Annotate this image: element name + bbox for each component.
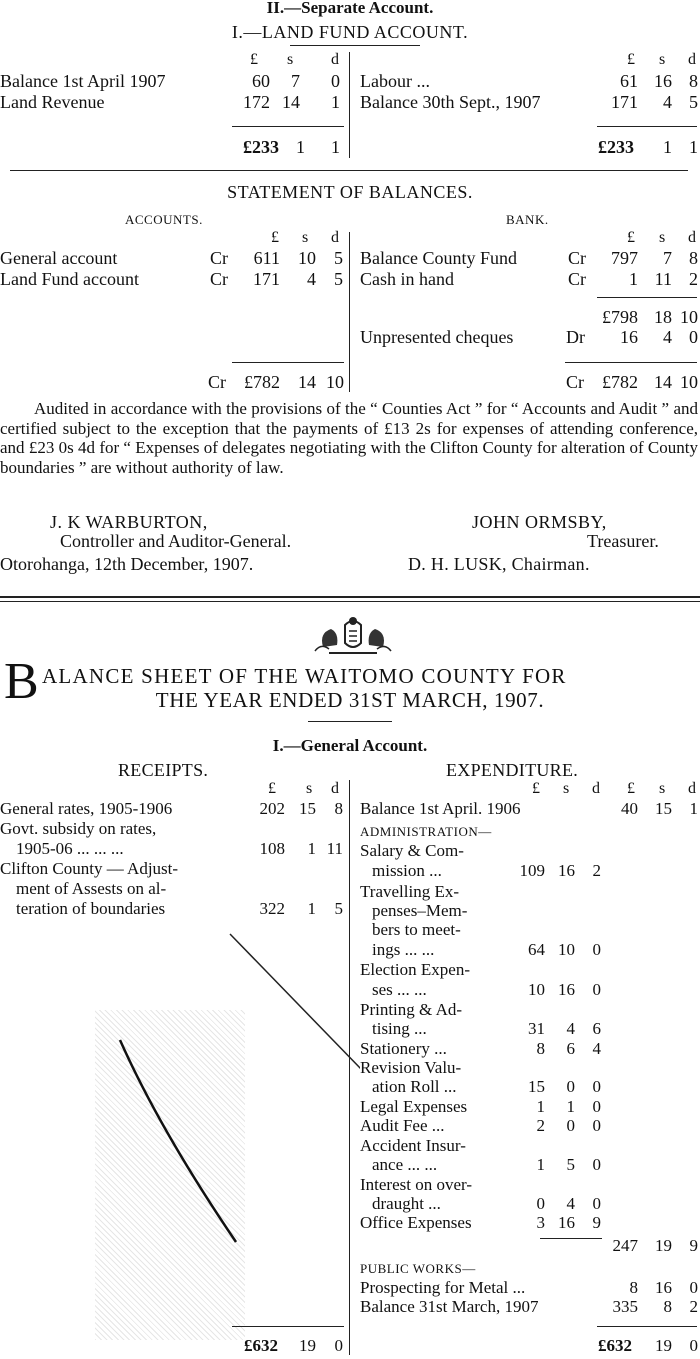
admin-item-label: penses–Mem-	[372, 901, 468, 920]
total-rule	[232, 362, 344, 363]
amount-s: 15	[655, 799, 672, 818]
amount-l: 1	[536, 1097, 545, 1116]
auditor-title: Controller and Auditor-General.	[60, 531, 292, 551]
opening-balance-label: Balance 1st April. 1906	[360, 799, 521, 818]
amount-s: 4	[566, 1019, 575, 1038]
amount-l: 2	[536, 1116, 545, 1135]
total-rule	[232, 1326, 344, 1327]
amount-d: 11	[326, 839, 343, 858]
amount-s: 16	[558, 861, 575, 880]
amount-s: 0	[566, 1077, 575, 1096]
lsd-pound: £	[268, 780, 276, 797]
bank-cr: Cr	[568, 248, 586, 268]
amount-d: 1	[689, 137, 698, 157]
lsd-d: d	[331, 780, 339, 797]
receipt-label: teration of boundaries	[16, 899, 166, 918]
lsd-pound: £	[271, 229, 279, 246]
admin-item-label: Revision Valu-	[360, 1058, 462, 1077]
amount-d: 2	[592, 861, 601, 880]
admin-item-label: mission ...	[372, 861, 442, 880]
amount-s: 6	[566, 1039, 575, 1058]
lsd-s: s	[659, 51, 666, 68]
lsd-pound: £	[627, 780, 635, 797]
amount-l: 8	[536, 1039, 545, 1058]
amount-s: 18	[654, 307, 672, 327]
land-payment-label: Balance 30th Sept., 1907	[360, 92, 541, 112]
receipt-label: 1905-06 ... ... ...	[16, 839, 124, 858]
amount-d: 0	[592, 1116, 601, 1135]
account-label: Land Fund account	[0, 269, 139, 289]
amount-d: 0	[689, 1278, 698, 1297]
amount-l: 3	[536, 1213, 545, 1232]
amount-l: 202	[259, 799, 285, 818]
amount-s: 14	[298, 372, 316, 392]
amount-s: 19	[655, 1236, 672, 1255]
lsd-d: d	[592, 780, 600, 797]
amount-d: 10	[326, 372, 344, 392]
admin-total: 247	[612, 1236, 638, 1255]
amount-l: 109	[519, 861, 545, 880]
amount-s: 1	[663, 137, 672, 157]
amount-l: 322	[259, 899, 285, 918]
account-label: General account	[0, 248, 118, 268]
amount-d: 5	[334, 269, 343, 289]
admin-item-label: Printing & Ad-	[360, 1000, 463, 1019]
amount-s: 7	[291, 71, 300, 91]
unpresented-label: Unpresented cheques	[360, 327, 514, 347]
amount-d: 2	[689, 1297, 698, 1316]
amount-s: 1	[566, 1097, 575, 1116]
lsd-d: d	[331, 51, 339, 68]
amount-s: 10	[298, 248, 316, 268]
amount-l: 1	[536, 1155, 545, 1174]
receipt-label: General rates, 1905-1906	[0, 799, 173, 818]
amount-d: 1	[689, 799, 698, 818]
amount-s: 16	[654, 71, 672, 91]
amount-l: 61	[620, 71, 638, 91]
receipt-label: ment of Assests on al-	[16, 879, 167, 898]
amount-d: 0	[689, 327, 698, 347]
lsd-pound: £	[532, 780, 540, 797]
subtotal-rule	[597, 297, 697, 298]
admin-item-label: draught ...	[372, 1194, 441, 1213]
admin-item-label: Accident Insur-	[360, 1136, 466, 1155]
amount-s: 1	[296, 137, 305, 157]
amount-s: 4	[663, 92, 672, 112]
receipt-label: Govt. subsidy on rates,	[0, 819, 157, 838]
amount-l: 10	[528, 980, 545, 999]
amount-d: 0	[592, 1194, 601, 1213]
column-rule	[349, 232, 350, 392]
amount-d: 10	[680, 372, 698, 392]
amount-s: 4	[663, 327, 672, 347]
amount-d: 8	[689, 248, 698, 268]
section-rule	[10, 170, 688, 171]
admin-item-label: Salary & Com-	[360, 841, 464, 860]
amount-s: 4	[566, 1194, 575, 1213]
unpresented-dr: Dr	[566, 327, 585, 347]
amount-s: 19	[655, 1336, 672, 1355]
admin-item-label: tising ...	[372, 1019, 427, 1038]
general-total-right: £632	[598, 1336, 632, 1355]
amount-d: 2	[689, 269, 698, 289]
expenditure-heading: EXPENDITURE.	[446, 760, 579, 780]
amount-s: 7	[663, 248, 672, 268]
account-cr: Cr	[210, 248, 228, 268]
amount-d: 1	[331, 92, 340, 112]
chairman-signature: D. H. LUSK, Chairman.	[408, 554, 590, 574]
title-dropcap: B	[4, 653, 39, 710]
balances-total-cr: Cr	[566, 372, 584, 392]
amount-d: 6	[592, 1019, 601, 1038]
amount-l: 15	[528, 1077, 545, 1096]
pencil-stroke	[100, 930, 360, 1260]
amount-d: 5	[334, 899, 343, 918]
lsd-d: d	[688, 780, 696, 797]
lsd-pound: £	[627, 229, 635, 246]
amount-l: 8	[629, 1278, 638, 1297]
amount-d: 9	[689, 1236, 698, 1255]
amount-d: 0	[592, 940, 601, 959]
divider	[308, 721, 392, 722]
land-total-right: £233	[598, 137, 634, 157]
balances-total-left: £782	[244, 372, 280, 392]
amount-l: 1	[629, 269, 638, 289]
lsd-d: d	[331, 229, 339, 246]
amount-l: 335	[612, 1297, 638, 1316]
admin-item-label: ings ... ...	[372, 940, 435, 959]
lsd-s: s	[306, 780, 313, 797]
admin-item-label: Stationery ...	[360, 1039, 447, 1058]
divider	[290, 45, 420, 46]
amount-l: 171	[253, 269, 280, 289]
total-rule	[597, 1326, 697, 1327]
amount-d: 1	[331, 137, 340, 157]
amount-d: 0	[689, 1336, 698, 1355]
land-total-left: £233	[243, 137, 279, 157]
public-works-heading: PUBLIC WORKS—	[360, 1261, 476, 1276]
amount-s: 4	[307, 269, 316, 289]
amount-l: 172	[243, 92, 270, 112]
bank-heading: BANK.	[506, 212, 549, 227]
amount-d: 0	[592, 1097, 601, 1116]
place-date: Otorohanga, 12th December, 1907.	[0, 554, 254, 574]
amount-s: 14	[282, 92, 300, 112]
bank-label: Cash in hand	[360, 269, 454, 289]
amount-d: 5	[689, 92, 698, 112]
waitomo-title-line1: ALANCE SHEET OF THE WAITOMO COUNTY FOR	[42, 664, 567, 688]
subtotal-rule	[540, 1238, 602, 1239]
total-rule	[232, 126, 344, 127]
amount-s: 1	[307, 899, 316, 918]
balances-total-right: £782	[602, 372, 638, 392]
balances-title: STATEMENT OF BALANCES.	[227, 182, 473, 202]
lsd-s: s	[659, 229, 666, 246]
amount-d: 9	[592, 1213, 601, 1232]
amount-d: 0	[331, 71, 340, 91]
amount-d: 0	[334, 1336, 343, 1355]
amount-l: 64	[528, 940, 545, 959]
amount-d: 10	[680, 307, 698, 327]
lsd-s: s	[302, 229, 309, 246]
amount-d: 8	[334, 799, 343, 818]
lsd-s: s	[659, 780, 666, 797]
admin-item-label: Office Expenses	[360, 1213, 472, 1232]
auditor-name: J. K WARBURTON,	[50, 512, 208, 532]
amount-s: 16	[558, 1213, 575, 1232]
column-rule	[349, 52, 350, 158]
waitomo-title-line2: THE YEAR ENDED 31ST MARCH, 1907.	[155, 688, 545, 712]
general-account-title: I.—General Account.	[272, 736, 428, 755]
works-item-label: Balance 31st March, 1907	[360, 1297, 539, 1316]
lsd-s: s	[563, 780, 570, 797]
admin-item-label: ation Roll ...	[372, 1077, 457, 1096]
amount-s: 0	[566, 1116, 575, 1135]
general-total-left: £632	[244, 1336, 278, 1355]
admin-item-label: bers to meet-	[372, 920, 461, 939]
amount-d: 4	[592, 1039, 601, 1058]
amount-d: 0	[592, 1077, 601, 1096]
balances-total-cr: Cr	[208, 372, 226, 392]
admin-item-label: ses ... ...	[372, 980, 427, 999]
receipt-label: Clifton County — Adjust-	[0, 859, 179, 878]
amount-l: 16	[620, 327, 638, 347]
administration-heading: ADMINISTRATION—	[360, 824, 492, 839]
land-payment-label: Labour ...	[360, 71, 430, 91]
lsd-pound: £	[250, 51, 258, 68]
amount-l: 171	[611, 92, 638, 112]
admin-item-label: Travelling Ex-	[360, 882, 460, 901]
amount-d: 5	[334, 248, 343, 268]
accounts-heading: ACCOUNTS.	[125, 212, 203, 227]
bank-cr: Cr	[568, 269, 586, 289]
treasurer-name: JOHN ORMSBY,	[472, 512, 607, 532]
admin-item-label: Election Expen-	[360, 960, 470, 979]
admin-item-label: Audit Fee ...	[360, 1116, 445, 1135]
audit-statement: Audited in accordance with the provisions of the “ Counties Act ” for “ Accounts and Audit ” and certified subject to the exception that the payments of £13 2s for expenses of attending conference, and £23 0s 4d for “ Expenses of delegates negotiating with the Clifton County for alteration of County boundaries ” are without authority of law.	[0, 399, 698, 477]
admin-item-label: Interest on over-	[360, 1175, 473, 1194]
lsd-d: d	[688, 229, 696, 246]
admin-item-label: ance ... ...	[372, 1155, 438, 1174]
amount-s: 15	[299, 799, 316, 818]
receipts-heading: RECEIPTS.	[118, 760, 209, 780]
amount-s: 16	[655, 1278, 672, 1297]
section-title: II.—Separate Account.	[266, 0, 434, 17]
total-rule	[597, 126, 697, 127]
amount-l: 611	[253, 248, 280, 268]
lsd-d: d	[688, 51, 696, 68]
amount-l: 31	[528, 1019, 545, 1038]
amount-l: 60	[252, 71, 270, 91]
land-receipt-label: Balance 1st April 1907	[0, 71, 166, 91]
lsd-s: s	[287, 51, 294, 68]
treasurer-title: Treasurer.	[587, 531, 659, 551]
bank-subtotal: £798	[602, 307, 638, 327]
amount-l: 797	[611, 248, 638, 268]
amount-s: 14	[654, 372, 672, 392]
amount-s: 8	[663, 1297, 672, 1316]
amount-d: 0	[592, 980, 601, 999]
amount-s: 5	[566, 1155, 575, 1174]
amount-s: 16	[558, 980, 575, 999]
land-receipt-label: Land Revenue	[0, 92, 105, 112]
amount-s: 19	[299, 1336, 316, 1355]
lsd-pound: £	[627, 51, 635, 68]
bank-label: Balance County Fund	[360, 248, 517, 268]
double-rule-top	[0, 596, 700, 598]
amount-l: 40	[621, 799, 638, 818]
coat-of-arms-icon	[309, 613, 397, 657]
land-fund-title: I.—LAND FUND ACCOUNT.	[231, 22, 469, 42]
amount-s: 11	[654, 269, 672, 289]
amount-l: 108	[259, 839, 285, 858]
amount-d: 8	[689, 71, 698, 91]
works-item-label: Prospecting for Metal ...	[360, 1278, 526, 1297]
amount-s: 10	[558, 940, 575, 959]
admin-item-label: Legal Expenses	[360, 1097, 468, 1116]
double-rule-bottom	[0, 601, 700, 602]
amount-l: 0	[536, 1194, 545, 1213]
account-cr: Cr	[210, 269, 228, 289]
total-rule	[565, 362, 697, 363]
amount-s: 1	[307, 839, 316, 858]
amount-d: 0	[592, 1155, 601, 1174]
